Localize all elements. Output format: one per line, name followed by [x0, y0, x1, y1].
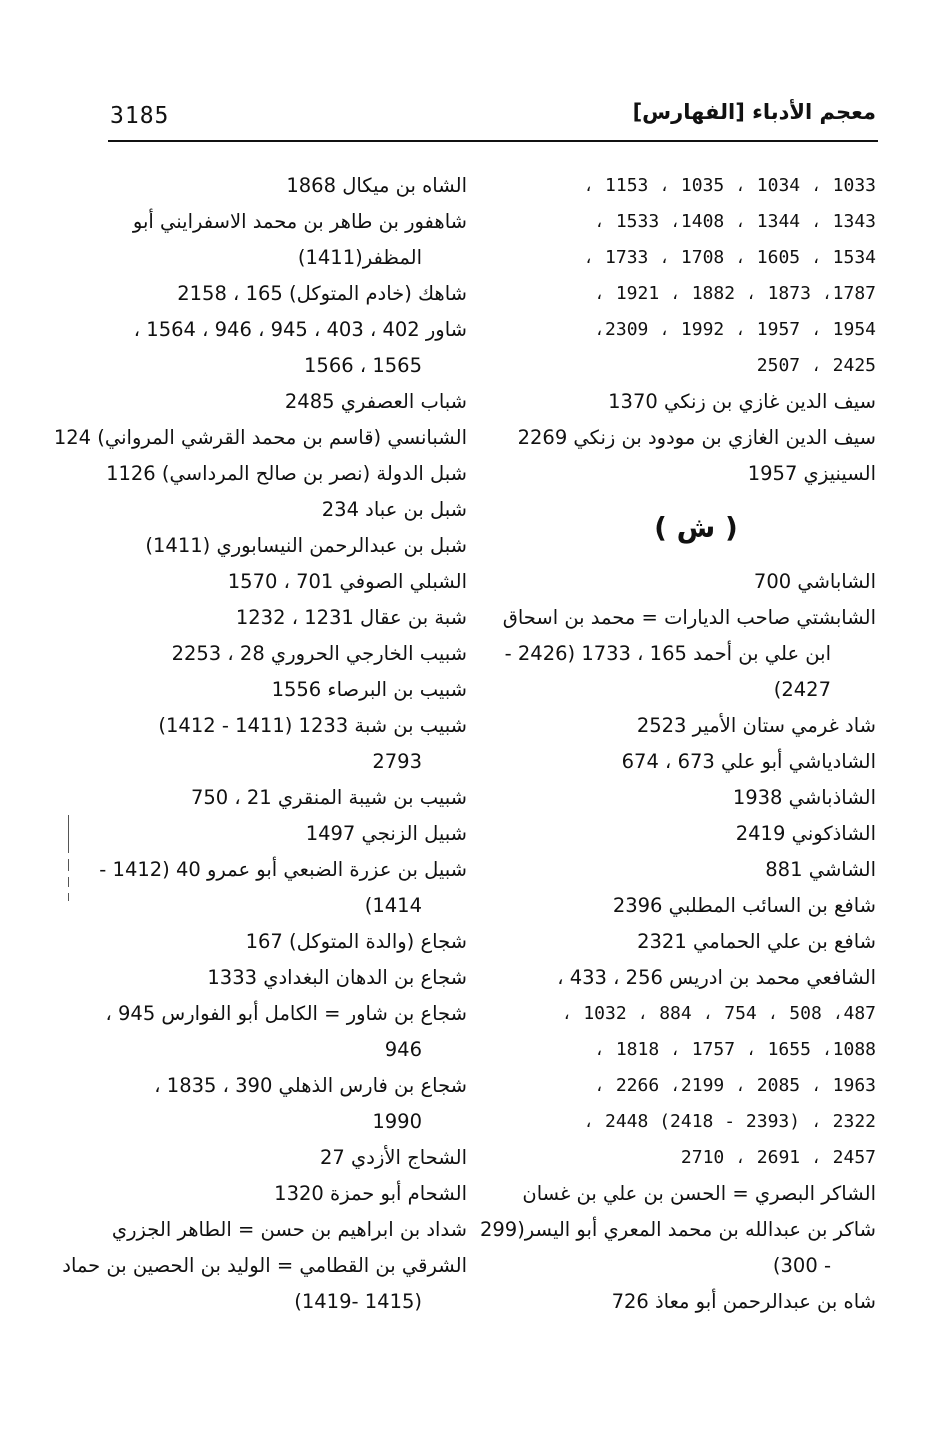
index-entry: سيف الدين الغازي بن مودود بن زنكي 2269	[517, 426, 876, 449]
index-entry: شبيب بن شيبة المنقري 21 ، 750	[190, 786, 467, 809]
index-entry-continuation: 2457 ، 2691 ، 2710	[680, 1147, 876, 1168]
page-number: 3185	[110, 103, 170, 129]
index-entry-continuation: 2322 ، (2393 - 2418) 2448 ،	[583, 1111, 876, 1132]
index-entry-continuation: 2793	[372, 750, 422, 773]
index-entry: شبيب بن البرصاء 1556	[271, 678, 467, 701]
index-entry-continuation: 1954 ، 1957 ، 1992 ، 2309،	[594, 319, 876, 340]
index-entry: الشبلي الصوفي 701 ، 1570	[227, 570, 467, 593]
index-entry-continuation: - 300)	[772, 1254, 831, 1277]
index-entry: شبيل الزنجي 1497	[305, 822, 467, 845]
index-entry: شافع بن السائب المطلبي 2396	[612, 894, 876, 917]
index-entry-continuation: ابن علي بن أحمد 165 ، 1733 (2426 -	[504, 642, 831, 665]
index-entry: شجاع بن الدهان البغدادي 1333	[207, 966, 467, 989]
index-column-right	[479, 168, 876, 1320]
index-entry: الشحاج الأزدي 27	[320, 1146, 467, 1169]
index-entry-continuation: 487، 508 ، 754 ، 884 ، 1032 ،	[561, 1003, 876, 1024]
index-entry: الشاكر البصري = الحسن بن علي بن غسان	[522, 1182, 876, 1205]
letter-heading: ( ش )	[654, 511, 738, 544]
running-title: معجم الأدباء [الفهارس]	[632, 100, 876, 124]
index-entry: الشاباشي 700	[753, 570, 876, 593]
index-entry: شبيب بن شبة 1233 (1411 - 1412)	[158, 714, 467, 737]
index-entry-continuation: 946	[384, 1038, 422, 1061]
page-header	[0, 0, 932, 150]
index-column-left	[53, 168, 467, 1320]
index-entry: شجاع بن فارس الذهلي 390 ، 1835 ،	[154, 1074, 467, 1097]
index-entry: الشبانسي (قاسم بن محمد القرشي المرواني) 124	[53, 426, 467, 449]
index-entry: السينيزي 1957	[747, 462, 876, 485]
index-entry-continuation: 1033 ، 1034 ، 1035 ، 1153 ،	[583, 175, 876, 196]
index-entry: شاور 402 ، 403 ، 945 ، 946 ، 1564 ،	[133, 318, 467, 341]
index-entry: شبة بن عقال 1231 ، 1232	[235, 606, 467, 629]
index-entry: الشابشتي صاحب الديارات = محمد بن اسحاق	[502, 606, 876, 629]
margin-marks	[68, 815, 71, 915]
index-entry: الشرقي بن القطامي = الوليد بن الحصين بن حماد	[62, 1254, 467, 1277]
index-entry: الشاه بن ميكال 1868	[286, 174, 467, 197]
index-entry-continuation: 1990	[372, 1110, 422, 1133]
index-entry: الشاشي 881	[765, 858, 876, 881]
index-entry-continuation: 2427)	[773, 678, 831, 701]
index-entry: الشافعي محمد بن ادريس 256 ، 433 ،	[557, 966, 876, 989]
index-entry: شجاع بن شاور = الكامل أبو الفوارس 945 ،	[105, 1002, 467, 1025]
index-entry: شبيب الخارجي الحروري 28 ، 2253	[171, 642, 467, 665]
index-entry-continuation: المظفر(1411)	[297, 246, 422, 269]
index-entry: شاد غرمي ستان الأمير 2523	[636, 714, 876, 737]
index-entry: شداد بن ابراهيم بن حسن = الطاهر الجزري	[111, 1218, 467, 1241]
index-entry: شاه بن عبدالرحمن أبو معاذ 726	[611, 1290, 876, 1313]
index-entry: شبل الدولة (نصر بن صالح المرداسي) 1126	[106, 462, 467, 485]
index-entry: شافع بن علي الحمامي 2321	[637, 930, 876, 953]
index-entry: سيف الدين غازي بن زنكي 1370	[608, 390, 876, 413]
index-entry: شبل بن عباد 234	[321, 498, 467, 521]
index-entry-continuation: 1088، 1655 ، 1757 ، 1818 ،	[594, 1039, 876, 1060]
index-entry-continuation: (1415 -1419)	[294, 1290, 422, 1313]
index-entry: شاهك (خادم المتوكل) 165 ، 2158	[177, 282, 467, 305]
index-entry-continuation: 1963 ، 2085 ، 2199، 2266 ،	[594, 1075, 876, 1096]
index-entry-continuation: 1343 ، 1344 ، 1408، 1533 ،	[594, 211, 876, 232]
index-entry: شاكر بن عبدالله بن محمد المعري أبو اليسر(299	[479, 1218, 876, 1241]
index-entry-continuation: 1534 ، 1605 ، 1708 ، 1733 ،	[583, 247, 876, 268]
index-entry: الشاذباشي 1938	[732, 786, 876, 809]
header-divider	[108, 140, 878, 142]
index-entry: الشاذكوني 2419	[735, 822, 876, 845]
index-entry-continuation: 1787، 1873 ، 1882 ، 1921 ،	[594, 283, 876, 304]
index-entry: شجاع (والدة المتوكل) 167	[245, 930, 467, 953]
index-entry: شبل بن عبدالرحمن النيسابوري (1411)	[145, 534, 467, 557]
index-entry: الشحام أبو حمزة 1320	[274, 1182, 467, 1205]
index-entry: شاهفور بن طاهر بن محمد الاسفرايني أبو	[132, 210, 467, 233]
index-entry-continuation: 1414)	[364, 894, 422, 917]
index-entry-continuation: 2425 ، 2507	[756, 355, 876, 376]
index-entry: الشادياشي أبو علي 673 ، 674	[621, 750, 876, 773]
index-entry: شباب العصفري 2485	[284, 390, 467, 413]
index-entry-continuation: 1565 ، 1566	[304, 354, 422, 377]
index-entry: شبيل بن عزرة الضبعي أبو عمرو 40 (1412 -	[99, 858, 467, 881]
